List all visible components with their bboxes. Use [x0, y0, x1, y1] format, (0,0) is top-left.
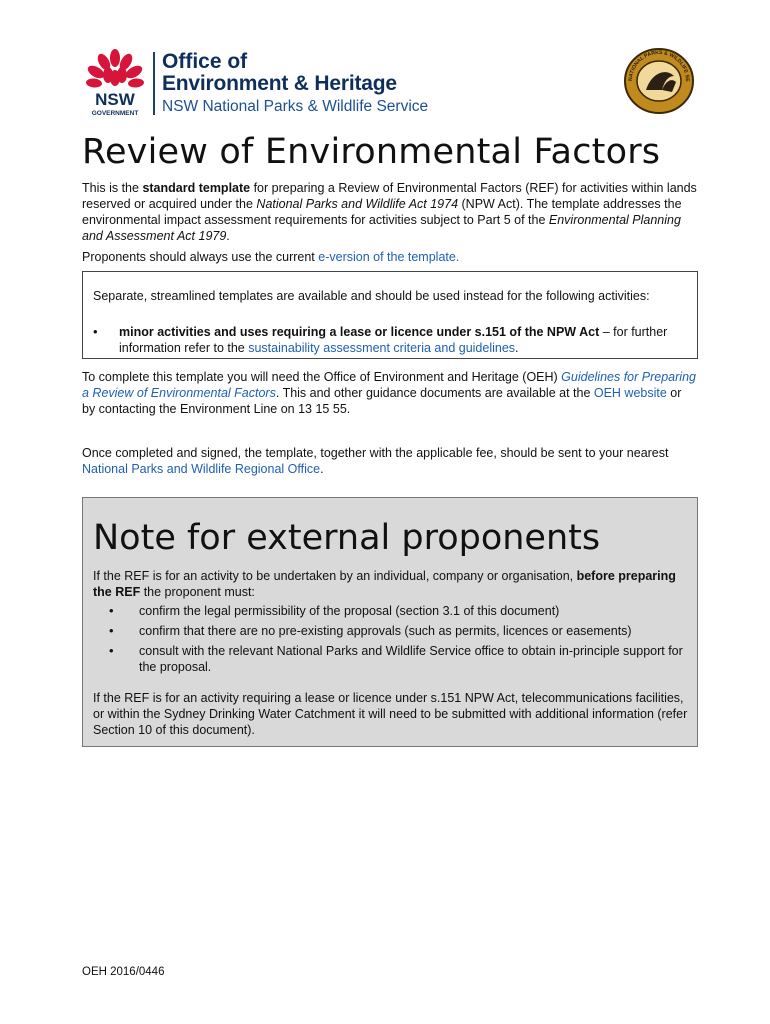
bullet-icon: • — [109, 603, 114, 618]
bullet-icon: • — [93, 324, 98, 339]
nsw-government-logo — [84, 48, 146, 120]
waratah-icon — [84, 48, 146, 120]
epa-act-citation: Environmental Planning and Assessment Act 1979 — [82, 213, 681, 243]
npws-seal-logo — [622, 46, 696, 116]
note-intro-paragraph: If the REF is for an activity to be undertaken by an individual, company or organisation, before preparing the REF the proponent must: — [93, 569, 676, 599]
page-title: Review of Environmental Factors — [82, 132, 661, 172]
list-item: • consult with the relevant National Parks and Wildlife Service office to obtain in-principle support for the proposal. — [109, 643, 683, 674]
header-divider — [153, 52, 155, 115]
e-version-template-link[interactable]: e-version of the template. — [318, 250, 460, 264]
seal-text: NATIONAL PARKS & WILDLIFE SE — [627, 49, 691, 82]
submission-paragraph: Once completed and signed, the template, together with the applicable fee, should be sent to your nearest National Parks and Wildlife Regional Office. — [82, 446, 669, 476]
oeh-website-link[interactable]: OEH website — [593, 386, 667, 400]
list-item: • confirm that there are no pre-existing approvals (such as permits, licences or easements) — [109, 623, 632, 638]
note-title: Note for external proponents — [93, 518, 601, 558]
standard-template-emphasis: standard template — [142, 181, 251, 195]
callout-text: Separate, streamlined templates are available and should be used instead for the following activities: — [93, 289, 650, 303]
ref-guidelines-link[interactable]: Guidelines for Preparing a Review of Environmental Factors — [82, 370, 696, 400]
bullet-icon: • — [109, 623, 114, 638]
oeh-title-line-2 — [162, 73, 397, 95]
note-additional-info-paragraph: If the REF is for an activity requiring a lease or licence under s.151 NPW Act, telecommunications facilities, or within the Sydney Drinking Water Catchment it will need to be submitted with additional information (refer Section 10 of this document). — [93, 691, 688, 737]
npw-act-citation: National Parks and Wildlife Act 1974 — [256, 197, 459, 211]
npws-subtitle: NSW National Parks & Wildlife Service — [162, 98, 429, 115]
oeh-title-amp: & — [293, 72, 309, 95]
callout-bullet-item: • minor activities and uses requiring a lease or licence under s.151 of the NPW Act – for further information refer to the sustainability assessment criteria and guidelines. — [93, 324, 668, 355]
regional-office-link[interactable]: National Parks and Wildlife Regional Office — [82, 462, 321, 476]
before-preparing-emphasis: before preparing the REF — [93, 569, 676, 599]
note-requirements-list — [109, 603, 689, 679]
oeh-title-heritage: Heritage — [308, 72, 397, 95]
guidelines-paragraph: To complete this template you will need the Office of Environment and Heritage (OEH) Guidelines for Preparing a Review of Environmental Factors. This and other guidance documents are available at the OEH website or by contacting the Environment Line on 13 15 55. — [82, 370, 696, 416]
lyrebird-seal-icon — [622, 46, 696, 116]
nsw-logo-sub: GOVERNMENT — [91, 110, 139, 117]
oeh-title-line-1: Office of — [162, 50, 248, 73]
oeh-title-env: Environment — [162, 72, 294, 95]
minor-activities-text: minor activities and uses requiring a lease or licence under s.151 of the NPW Act — [119, 325, 600, 339]
list-item: • confirm the legal permissibility of the proposal (section 3.1 of this document) — [109, 603, 560, 618]
external-proponents-note — [82, 497, 698, 747]
nsw-logo-text: NSW — [95, 90, 135, 109]
document-code: OEH 2016/0446 — [82, 966, 165, 978]
bullet-icon: • — [109, 643, 114, 658]
proponents-paragraph: Proponents should always use the current e-version of the template. — [82, 250, 460, 264]
sustainability-criteria-link[interactable]: sustainability assessment criteria and guidelines — [248, 341, 516, 355]
streamlined-templates-callout — [82, 271, 698, 359]
intro-paragraph: This is the standard template for preparing a Review of Environmental Factors (REF) for activities within lands reserved or acquired under the National Parks and Wildlife Act 1974 (NPW Act). The template addresses the environmental impact assessment requirements for activities subject to Part 5 of the Environmental Planning and Assessment Act 1979. — [82, 181, 697, 243]
